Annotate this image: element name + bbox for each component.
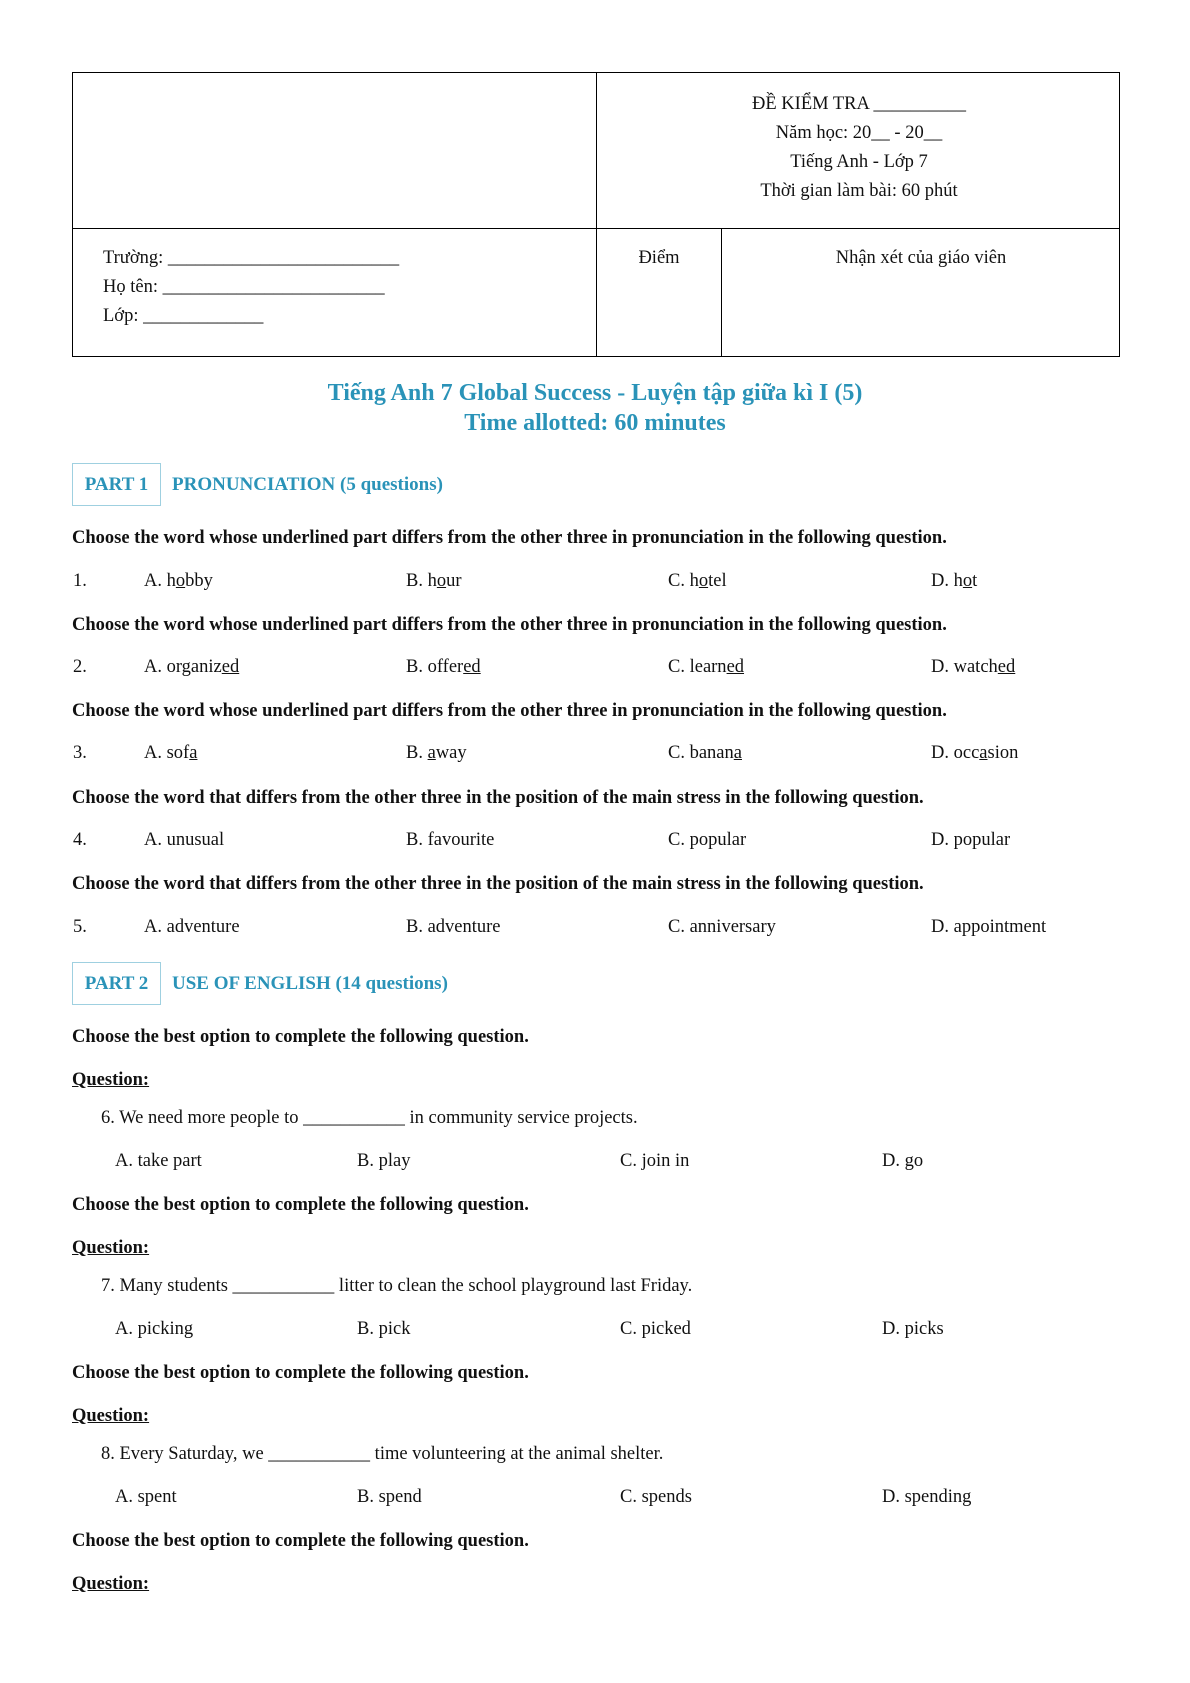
question-number: 2. (73, 657, 87, 677)
question-label: Question: (72, 1406, 150, 1426)
question-text: 7. Many students ___________ litter to clean the school playground last Friday. (101, 1276, 693, 1296)
part1-label: PART 1 (72, 463, 161, 506)
option-b[interactable]: B. away (406, 743, 467, 763)
option-c[interactable]: C. popular (668, 830, 747, 850)
divider (73, 228, 1119, 229)
question-text: 8. Every Saturday, we ___________ time volunteering at the animal shelter. (101, 1444, 664, 1464)
option-b[interactable]: B. favourite (406, 830, 495, 850)
option-b[interactable]: B. spend (357, 1487, 422, 1507)
option-a[interactable]: A. hobby (144, 571, 213, 591)
header-table (72, 72, 1120, 357)
option-a[interactable]: A. sofa (144, 743, 198, 763)
option-c[interactable]: C. learned (668, 657, 745, 677)
option-b[interactable]: B. offered (406, 657, 481, 677)
option-b[interactable]: B. adventure (406, 917, 501, 937)
question-label: Question: (72, 1238, 150, 1258)
part1-title: PRONUNCIATION (5 questions) (172, 474, 443, 495)
option-d[interactable]: D. hot (931, 571, 978, 591)
option-d[interactable]: D. picks (882, 1319, 944, 1339)
option-c[interactable]: C. hotel (668, 571, 727, 591)
option-c[interactable]: C. banana (668, 743, 742, 763)
exam-info (597, 90, 1121, 206)
instruction: Choose the best option to complete the following question. (72, 1195, 529, 1215)
option-a[interactable]: A. picking (115, 1319, 194, 1339)
option-a[interactable]: A. unusual (144, 830, 225, 850)
subject: Tiếng Anh - Lớp 7 (790, 152, 928, 172)
option-a[interactable]: A. take part (115, 1151, 202, 1171)
question-text: 6. We need more people to ___________ in community service projects. (101, 1108, 638, 1128)
part2-title: USE OF ENGLISH (14 questions) (172, 973, 448, 994)
option-d[interactable]: D. occasion (931, 743, 1019, 763)
instruction: Choose the word that differs from the other three in the position of the main stress in the following question. (72, 788, 924, 808)
option-c[interactable]: C. join in (620, 1151, 690, 1171)
instruction: Choose the best option to complete the following question. (72, 1363, 529, 1383)
option-c[interactable]: C. picked (620, 1319, 691, 1339)
score-label: Điểm (638, 248, 680, 268)
option-d[interactable]: D. watched (931, 657, 1016, 677)
option-a[interactable]: A. adventure (144, 917, 240, 937)
question-number: 1. (73, 571, 87, 591)
school-year: Năm học: 20__ - 20__ (775, 123, 943, 143)
option-d[interactable]: D. popular (931, 830, 1011, 850)
option-c[interactable]: C. spends (620, 1487, 692, 1507)
page-subtitle: Time allotted: 60 minutes (464, 410, 726, 436)
option-b[interactable]: B. play (357, 1151, 411, 1171)
page-title: Tiếng Anh 7 Global Success - Luyện tập giữa kì I (5) (327, 380, 863, 406)
option-a[interactable]: A. spent (115, 1487, 177, 1507)
duration: Thời gian làm bài: 60 phút (760, 181, 958, 201)
comment-label: Nhận xét của giáo viên (835, 248, 1007, 268)
option-a[interactable]: A. organized (144, 657, 240, 677)
option-d[interactable]: D. spending (882, 1487, 972, 1507)
instruction: Choose the word whose underlined part differs from the other three in pronunciation in the following question. (72, 615, 947, 635)
option-d[interactable]: D. go (882, 1151, 924, 1171)
instruction: Choose the best option to complete the following question. (72, 1531, 529, 1551)
name-field[interactable]: Họ tên: ________________________ (103, 277, 385, 297)
instruction: Choose the word that differs from the other three in the position of the main stress in the following question. (72, 874, 924, 894)
question-number: 5. (73, 917, 87, 937)
school-field[interactable]: Trường: _________________________ (103, 248, 400, 268)
option-b[interactable]: B. hour (406, 571, 462, 591)
instruction: Choose the word whose underlined part differs from the other three in pronunciation in the following question. (72, 528, 947, 548)
option-b[interactable]: B. pick (357, 1319, 411, 1339)
exam-title: ĐỀ KIỂM TRA __________ (752, 94, 966, 114)
class-field[interactable]: Lớp: _____________ (103, 306, 264, 326)
instruction: Choose the best option to complete the following question. (72, 1027, 529, 1047)
question-label: Question: (72, 1070, 150, 1090)
question-number: 3. (73, 743, 87, 763)
question-number: 4. (73, 830, 87, 850)
student-fields (103, 244, 399, 331)
question-label: Question: (72, 1574, 150, 1594)
option-d[interactable]: D. appointment (931, 917, 1047, 937)
option-c[interactable]: C. anniversary (668, 917, 776, 937)
part2-label: PART 2 (72, 962, 161, 1005)
instruction: Choose the word whose underlined part differs from the other three in pronunciation in the following question. (72, 701, 947, 721)
